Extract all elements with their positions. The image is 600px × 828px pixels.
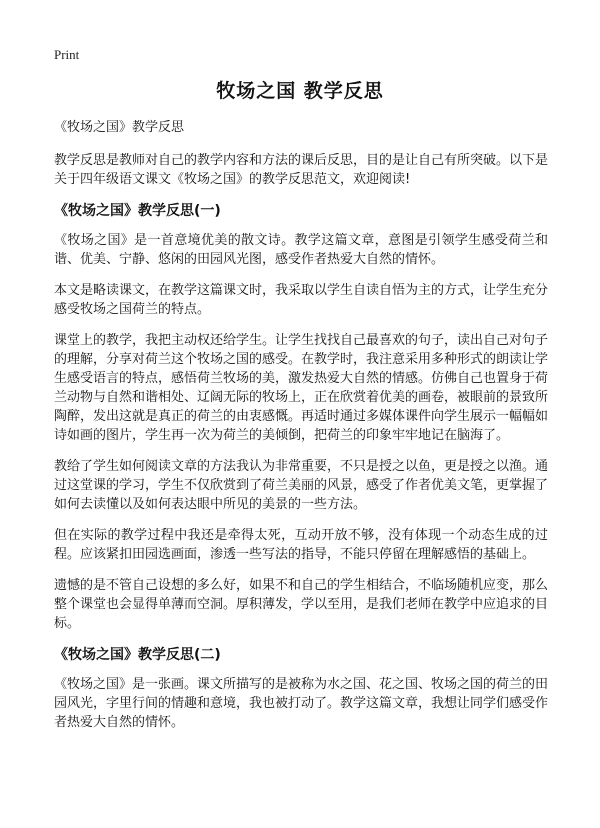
section1-paragraph-2: 本文是略读课文，在教学这篇课文时，我采取以学生自读自悟为主的方式，让学生充分感受牧场之国荷兰的特点。 [54,283,549,317]
section2-paragraph-1: 《牧场之国》是一张画。课文所描写的是被称为水之国、花之国、牧场之国的荷兰的田园风光，字里行间的情趣和意境，我也被打动了。教学这篇文章，我想让同学们感受作者热爱大自然的情怀。 [54,677,549,730]
section-heading-1: 《牧场之国》教学反思(一) [54,203,221,219]
section-heading-2: 《牧场之国》教学反思(二) [54,647,221,663]
print-link[interactable]: Print [54,47,80,62]
page-title: 牧场之国 教学反思 [216,80,384,102]
article-body [54,118,548,744]
section1-paragraph-3: 课堂上的教学，我把主动权还给学生。让学生找找自己最喜欢的句子，读出自己对句子的理解，分享对荷兰这个牧场之国的感受。在教学时，我注意采用多种形式的朗读让学生感受语言的特点，感悟荷兰牧场的美，激发热爱大自然的情感。仿佛自己也置身于荷兰动物与自然和谐相处、辽阔无际的牧场上，正在欣赏着优美的画卷，被眼前的景致所陶醉，发出这就是真正的荷兰的由衷感慨。再适时通过多媒体课件向学生展示一幅幅如诗如画的图片，学生再一次为荷兰的美倾倒，把荷兰的印象牢牢地记在脑海了。 [54,333,549,443]
section1-paragraph-5: 但在实际的教学过程中我还是牵得太死，互动开放不够，没有体现一个动态生成的过程。应该紧扣田园选画面，渗透一些写法的指导，不能只停留在理解感悟的基础上。 [54,528,548,562]
intro-paragraph: 教学反思是教师对自己的教学内容和方法的课后反思，目的是让自己有所突破。以下是关于四年级语文课文《牧场之国》的教学反思范文，欢迎阅读! [54,153,549,187]
section1-paragraph-1: 《牧场之国》是一首意境优美的散文诗。教学这篇文章，意图是引领学生感受荷兰和谐、优美、宁静、悠闲的田园风光图，感受作者热爱大自然的情怀。 [54,233,548,267]
article-subtitle: 《牧场之国》教学反思 [54,120,185,135]
section1-paragraph-6: 遗憾的是不管自己设想的多么好，如果不和自己的学生相结合，不临场随机应变，那么整个课堂也会显得单薄而空洞。厚积薄发，学以至用，是我们老师在教学中应追求的目标。 [54,578,549,631]
section1-paragraph-4: 教给了学生如何阅读文章的方法我认为非常重要，不只是授之以鱼，更是授之以渔。通过这堂课的学习，学生不仅欣赏到了荷兰美丽的风景，感受了作者优美文笔，更掌握了如何去读懂以及如何表达眼中所见的美景的一些方法。 [54,459,549,512]
